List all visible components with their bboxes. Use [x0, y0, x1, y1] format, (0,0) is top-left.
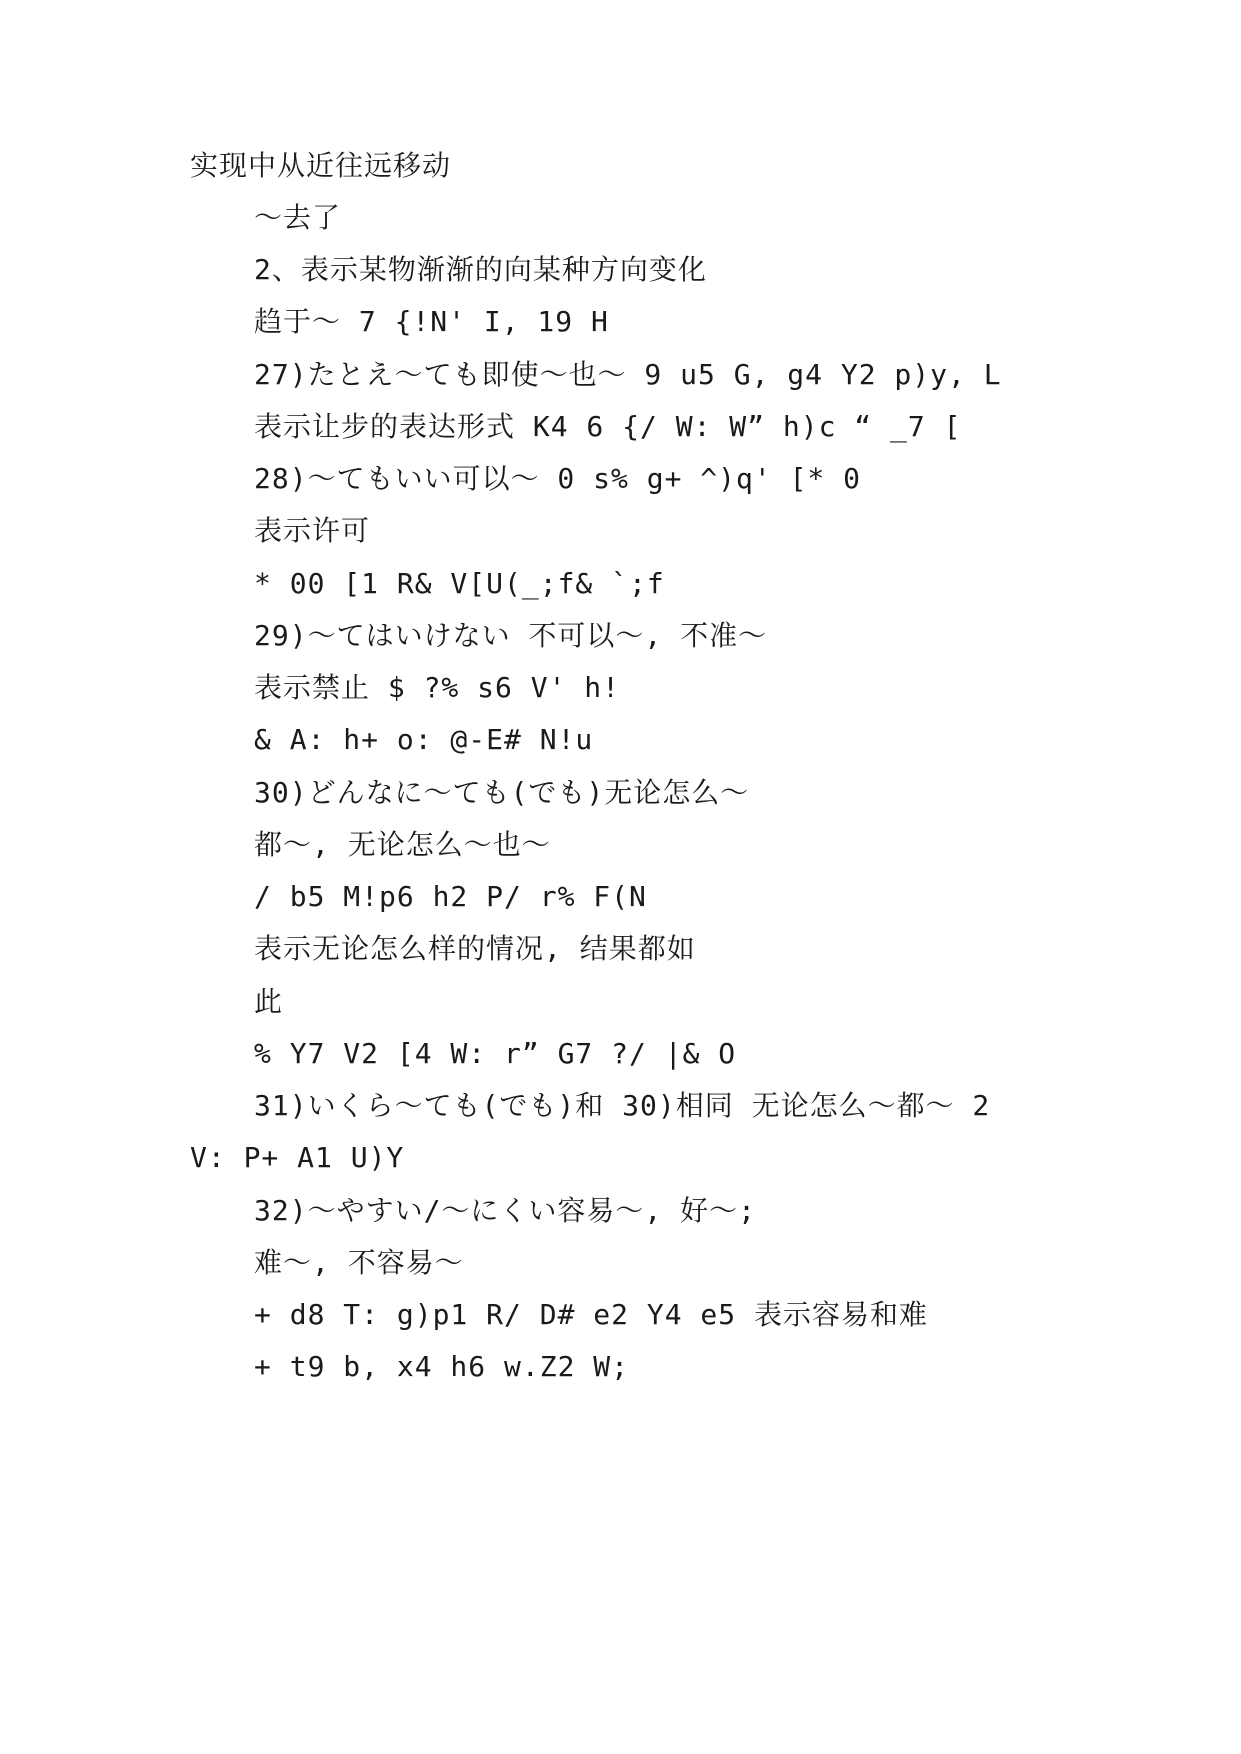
text-line: 实现中从近往远移动: [190, 149, 452, 182]
text-line: 表示让步的表达形式 K4 6 {/ W: W” h)c “ _7 [: [254, 410, 962, 443]
text-line: ～去了: [254, 201, 342, 234]
text-line: 29)～てはいけない 不可以～, 不准～: [254, 619, 768, 652]
text-line: + t9 b, x4 h6 w.Z2 W;: [254, 1350, 630, 1383]
text-line: 2、表示某物渐渐的向某种方向变化: [254, 253, 707, 286]
text-line: 此: [254, 985, 284, 1018]
text-line: 表示许可: [254, 514, 371, 547]
text-line: 都～, 无论怎么～也～: [254, 828, 551, 861]
text-line: 表示无论怎么样的情况, 结果都如: [254, 932, 696, 965]
text-line: 32)～やすい/～にくい容易～, 好～;: [254, 1194, 757, 1227]
text-line: 难～, 不容易～: [254, 1246, 464, 1279]
text-line: & A: h+ o: @-E# N!u: [254, 723, 594, 756]
text-line: 30)どんなに～ても(でも)无论怎么～: [254, 776, 750, 809]
text-line: 31)いくら～ても(でも)和 30)相同 无论怎么～都～ 2: [254, 1089, 991, 1122]
text-line: % Y7 V2 [4 W: r” G7 ?/ |& O: [254, 1037, 737, 1070]
text-line: 27)たとえ～ても即使～也～ 9 u5 G, g4 Y2 p)y, L: [254, 358, 1002, 391]
text-line: / b5 M!p6 h2 P/ r% F(N: [254, 880, 647, 913]
text-line: * 00 [1 R& V[U(_;f& `;f: [254, 567, 665, 600]
text-line: V: P+ A1 U)Y: [190, 1141, 405, 1174]
text-line: 表示禁止 $ ?% s6 V' h!: [254, 671, 621, 704]
text-line: 趋于～ 7 {!N' I, 19 H: [254, 305, 609, 338]
text-line: + d8 T: g)p1 R/ D# e2 Y4 e5 表示容易和难: [254, 1298, 929, 1331]
text-line: 28)～てもいい可以～ 0 s% g+ ^)q' [* 0: [254, 462, 862, 495]
